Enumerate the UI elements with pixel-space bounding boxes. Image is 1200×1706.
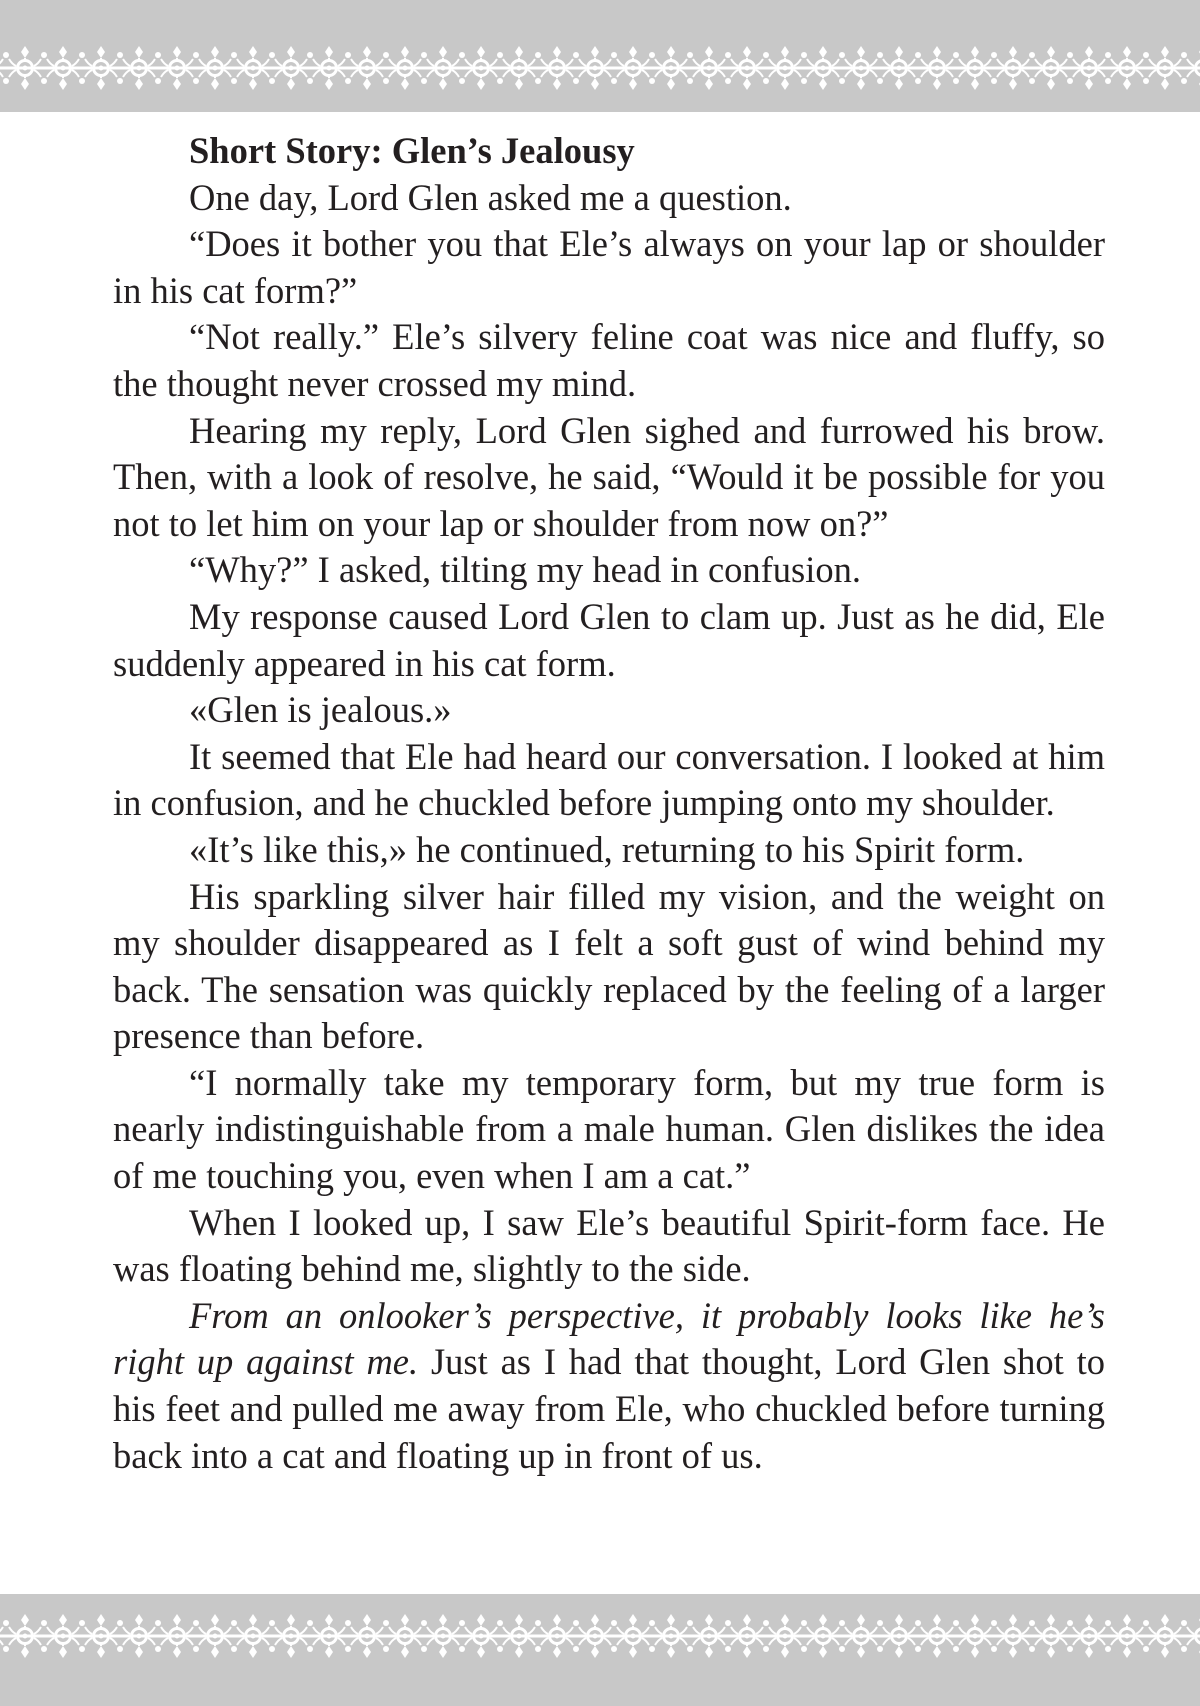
paragraph: One day, Lord Glen asked me a question. — [189, 176, 792, 218]
final-paragraph — [113, 1293, 1105, 1479]
final-paragraph-text: Just as I had that thought, Lord Glen shot to his feet and pulled me away from Ele, who chuckled before turning back into a cat and floating up in front of us. — [113, 1341, 1105, 1476]
lace-ornament-icon — [0, 1610, 1200, 1662]
paragraph: «It’s like this,» he continued, returning to his Spirit form. — [189, 828, 1025, 870]
paragraph: It seemed that Ele had heard our conversation. I looked at him in confusion, and he chuckled before jumping onto my shoulder. — [113, 735, 1105, 824]
bottom-lace-border — [0, 1594, 1200, 1706]
top-lace-border — [0, 0, 1200, 112]
story-title: Short Story: Glen’s Jealousy — [189, 130, 635, 171]
paragraph: “Does it bother you that Ele’s always on your lap or shoulder in his cat form?” — [113, 223, 1105, 311]
paragraph: “Why?” I asked, tilting my head in confusion. — [189, 549, 862, 591]
story-body — [113, 128, 1105, 1479]
paragraph: His sparkling silver hair filled my vision, and the weight on my shoulder disappeared as I felt a soft gust of wind behind my back. The sensation was quickly replaced by the feeling of a larger presence than before. — [113, 875, 1105, 1057]
paragraph: Hearing my reply, Lord Glen sighed and furrowed his brow. Then, with a look of resolve, he said, “Would it be possible for you not to let him on your lap or shoulder from now on?” — [113, 409, 1105, 544]
paragraph: “Not really.” Ele’s silvery feline coat was nice and fluffy, so the thought never crossed my mind. — [113, 316, 1105, 404]
lace-ornament-icon — [0, 42, 1200, 94]
paragraph: My response caused Lord Glen to clam up. Just as he did, Ele suddenly appeared in his cat form. — [113, 595, 1105, 684]
paragraph: “I normally take my temporary form, but my true form is nearly indistinguishable from a male human. Glen dislikes the idea of me touching you, even when I am a cat.” — [113, 1061, 1105, 1197]
paragraph: When I looked up, I saw Ele’s beautiful Spirit-form face. He was floating behind me, slightly to the side. — [113, 1201, 1105, 1290]
paragraph: «Glen is jealous.» — [189, 689, 452, 731]
italic-thought: From an onlooker’s perspective, it probably looks like he’s right up against me. — [113, 1294, 1105, 1383]
